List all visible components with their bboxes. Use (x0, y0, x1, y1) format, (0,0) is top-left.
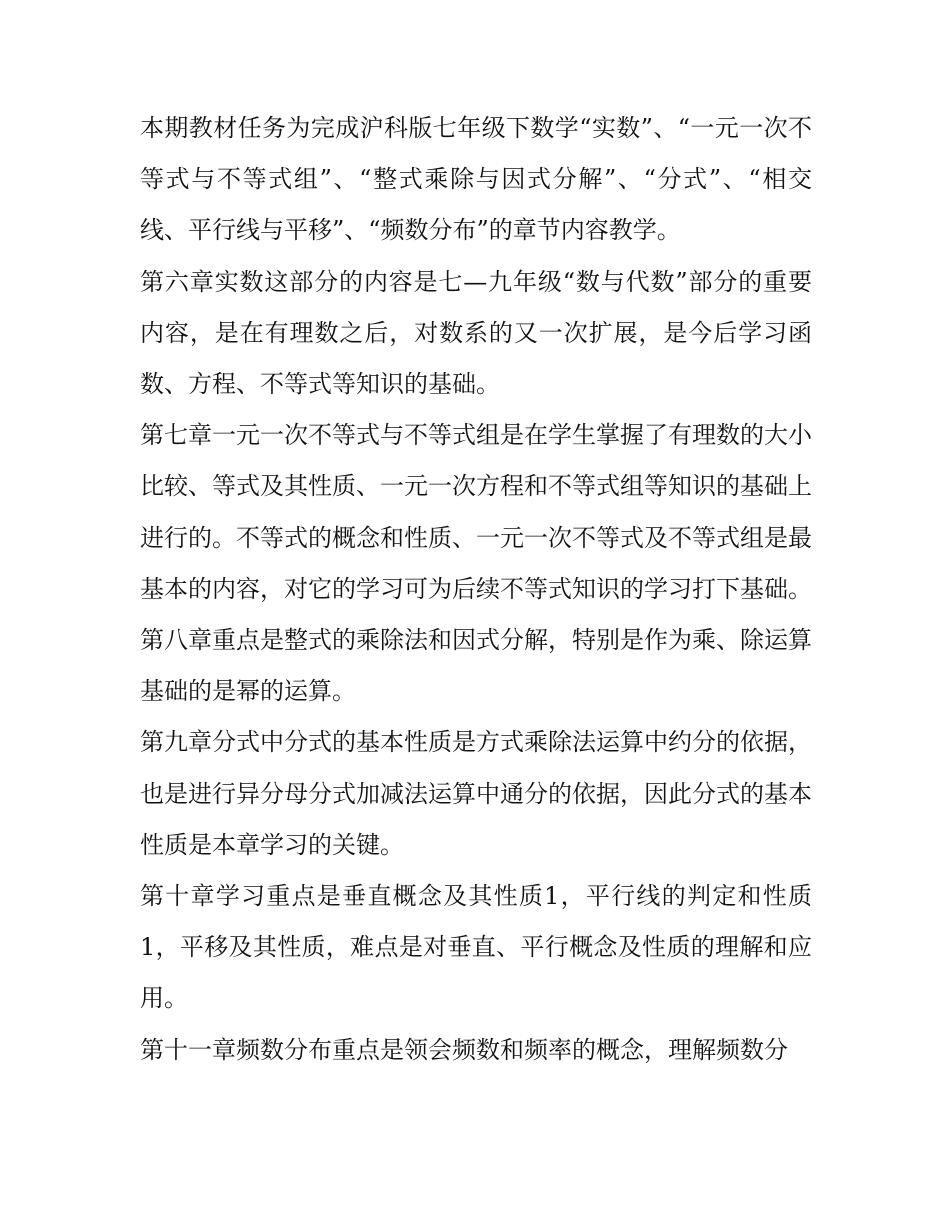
paragraph-chapter-11: 第十一章频数分布重点是领会频数和频率的概念，理解频数分 (140, 1035, 788, 1064)
paragraph-chapter-10: 第十章学习重点是垂直概念及其性质1，平行线的判定和性质1，平移及其性质，难点是对垂直、平行概念及性质的理解和应用。 (140, 882, 812, 1013)
paragraph-intro: 本期教材任务为完成沪科版七年级下数学“实数”、“一元一次不等式与不等式组”、“整式乘除与因式分解”、“分式”、“相交线、平行线与平移”、“频数分布”的章节内容教学。 (140, 114, 812, 245)
paragraph-chapter-9: 第九章分式中分式的基本性质是方式乘除法运算中约分的依据，也是进行异分母分式加减法运算中通分的依据，因此分式的基本性质是本章学习的关键。 (140, 728, 812, 859)
paragraph-chapter-8: 第八章重点是整式的乘除法和因式分解，特别是作为乘、除运算基础的是幂的运算。 (140, 626, 812, 706)
paragraph-chapter-7: 第七章一元一次不等式与不等式组是在学生掌握了有理数的大小比较、等式及其性质、一元一次方程和不等式组等知识的基础上进行的。不等式的概念和性质、一元一次不等式及不等式组是最基本的内容，对它的学习可为后续不等式知识的学习打下基础。 (140, 421, 812, 603)
document-body (140, 103, 812, 1076)
paragraph-chapter-6: 第六章实数这部分的内容是七—九年级“数与代数”部分的重要内容，是在有理数之后，对数系的又一次扩展，是今后学习函数、方程、不等式等知识的基础。 (140, 267, 812, 399)
